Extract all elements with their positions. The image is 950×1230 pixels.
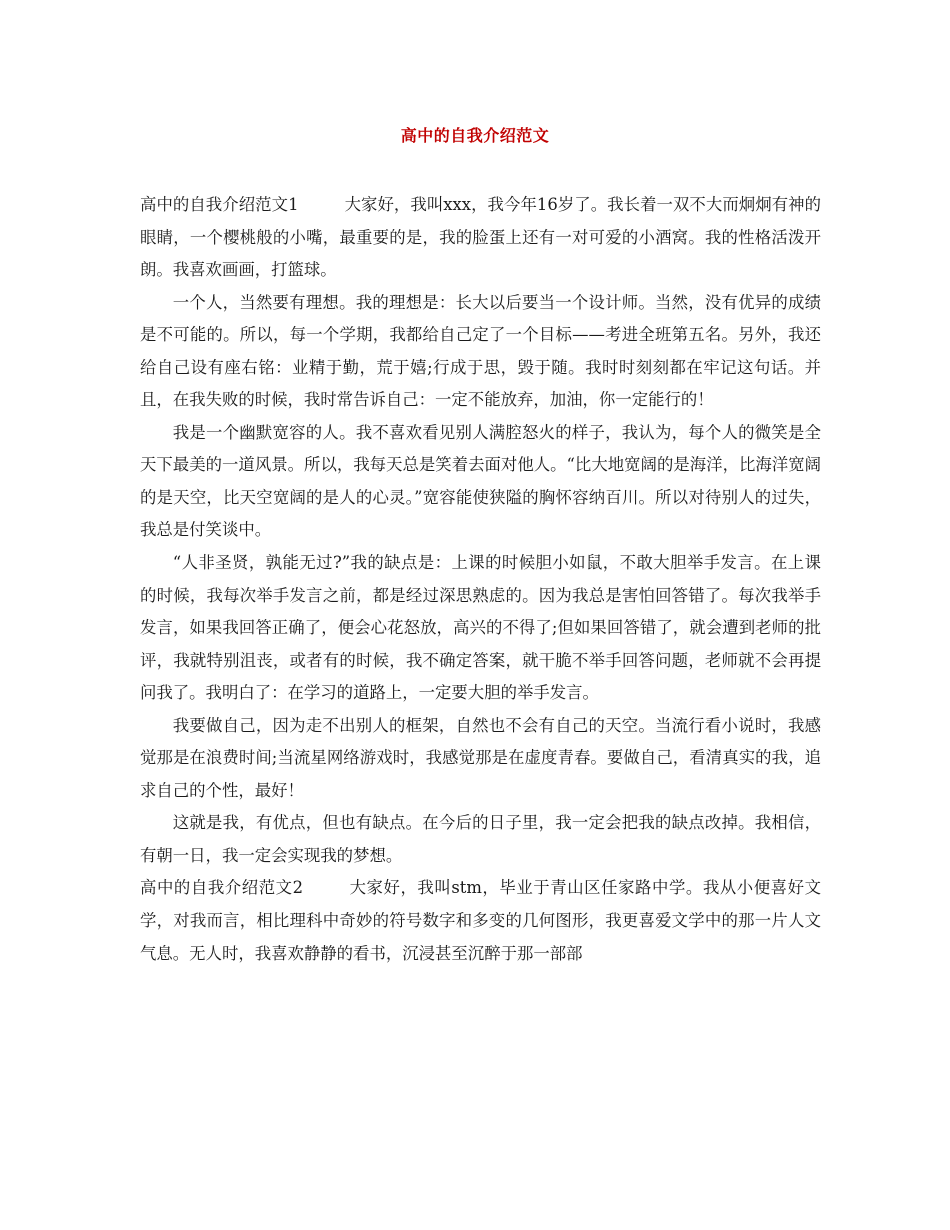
section-1-paragraph-2: 一个人，当然要有理想。我的理想是：长大以后要当一个设计师。当然，没有优异的成绩是不可能的。所以，每一个学期，我都给自己定了一个目标——考进全班第五名。另外，我还给自己设有座右铭：业精于勤，荒于嬉;行成于思，毁于随。我时时刻刻都在牢记这句话。并且，在我失败的时候，我时常告诉自己：一定不能放弃，加油，你一定能行的！ xyxy=(140,292,821,410)
section-2-paragraph-1: 大家好，我叫stm，毕业于青山区任家路中学。我从小便喜好文学，对我而言，相比理科中奇妙的符号数字和多变的几何图形，我更喜爱文学中的那一片人文气息。无人时，我喜欢静静的看书，沉浸甚至沉醉于那一部部 xyxy=(140,878,821,963)
section-1-heading: 高中的自我介绍范文1 xyxy=(140,195,299,214)
document-body xyxy=(140,189,821,970)
section-2-heading: 高中的自我介绍范文2 xyxy=(140,878,304,898)
section-1-paragraph-6: 这就是我，有优点，但也有缺点。在今后的日子里，我一定会把我的缺点改掉。我相信，有朝一日，我一定会实现我的梦想。 xyxy=(140,813,821,865)
section-1-paragraph-4: “人非圣贤，孰能无过?”我的缺点是：上课的时候胆小如鼠，不敢大胆举手发言。在上课的时候，我每次举手发言之前，都是经过深思熟虑的。因为我总是害怕回答错了。每次我举手发言，如果我回答正确了，便会心花怒放，高兴的不得了;但如果回答错了，就会遭到老师的批评，我就特别沮丧，或者有的时候，我不确定答案，就干脆不举手回答问题，老师就不会再提问我了。我明白了：在学习的道路上，一定要大胆的举手发言。 xyxy=(140,553,821,703)
section-1-paragraph-1: 大家好，我叫xxx，我今年16岁了。我长着一双不大而炯炯有神的眼睛，一个樱桃般的小嘴，最重要的是，我的脸蛋上还有一对可爱的小酒窝。我的性格活泼开朗。我喜欢画画，打篮球。 xyxy=(140,195,821,280)
section-1-paragraph-5: 我要做自己，因为走不出别人的框架，自然也不会有自己的天空。当流行看小说时，我感觉那是在浪费时间;当流星网络游戏时，我感觉那是在虚度青春。要做自己，看清真实的我，追求自己的个性，最好！ xyxy=(140,715,821,800)
document-title: 高中的自我介绍范文 xyxy=(400,126,550,145)
section-1-intro xyxy=(140,189,821,287)
section-1-paragraph-3: 我是一个幽默宽容的人。我不喜欢看见别人满腔怒火的样子，我认为，每个人的微笑是全天下最美的一道风景。所以，我每天总是笑着去面对他人。“比大地宽阔的是海洋，比海洋宽阔的是天空，比天空宽阔的是人的心灵。”宽容能使狭隘的胸怀容纳百川。所以对待别人的过失，我总是付笑谈中。 xyxy=(140,422,821,540)
section-2-intro xyxy=(140,872,821,970)
